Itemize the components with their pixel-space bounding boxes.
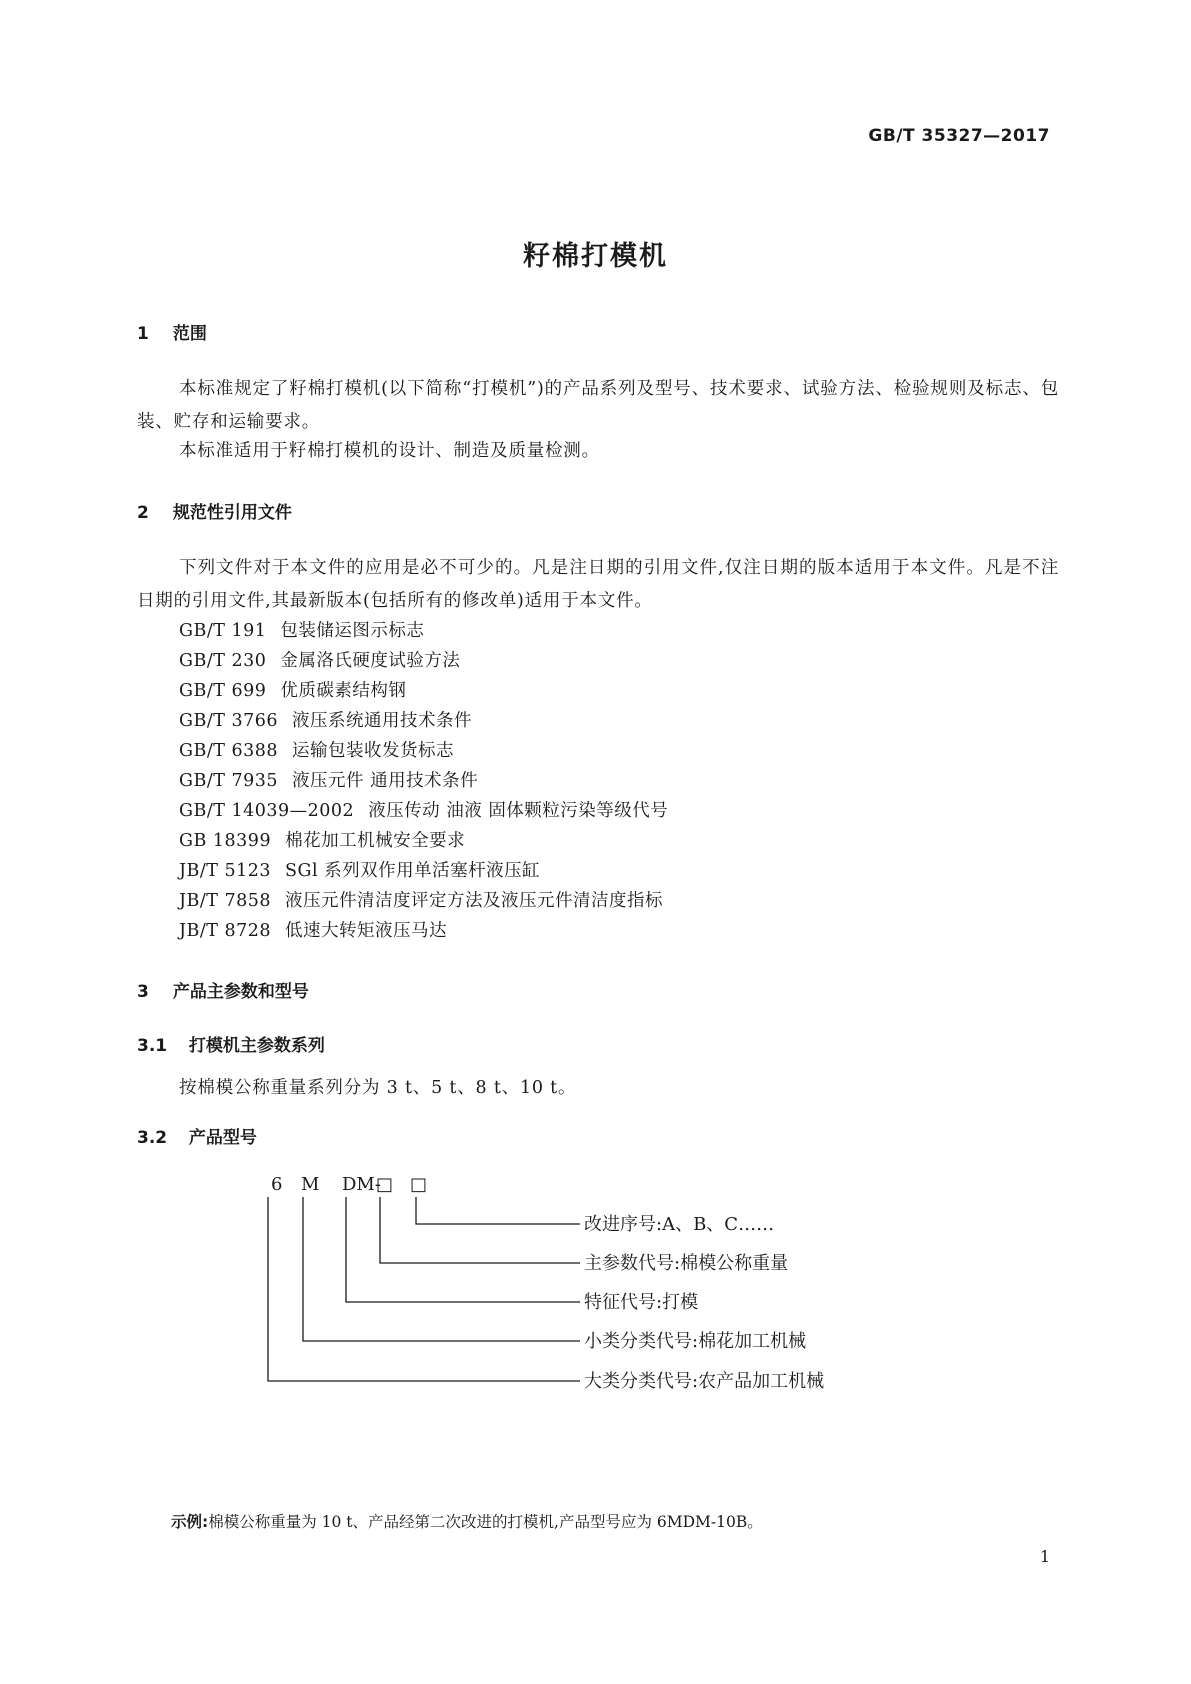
code-part-param-box: □ [376,1174,394,1195]
example-text: 棉模公称重量为 10 t、产品经第二次改进的打模机,产品型号应为 6MDM-10B。 [208,1513,763,1531]
section-2-paragraph: 下列文件对于本文件的应用是必不可少的。凡是注日期的引用文件,仅注日期的版本适用于本文件。凡是不注日期的引用文件,其最新版本(包括所有的修改单)适用于本文件。 [137,558,1059,611]
page-number: 1 [1039,1547,1050,1566]
reference-code: GB/T 7935 [179,771,279,791]
reference-item [179,857,540,882]
section-number: 3.1 [137,1036,168,1056]
section-number: 3.2 [137,1128,168,1148]
label-revision: 改进序号:A、B、C…… [584,1214,775,1235]
section-1-paragraph-1: 本标准规定了籽棉打模机(以下简称“打模机”)的产品系列及型号、技术要求、试验方法、检验规则及标志、包装、贮存和运输要求。 [137,379,1059,432]
section-1-heading [137,319,207,344]
reference-item [179,647,460,672]
connector-lines [268,1197,580,1381]
reference-code: GB/T 3766 [179,711,279,731]
connector-line [416,1197,580,1224]
reference-code: JB/T 8728 [179,921,272,941]
reference-item [179,917,447,942]
reference-code: JB/T 7858 [179,891,272,911]
section-title: 产品型号 [188,1128,257,1148]
reference-item [179,737,454,762]
reference-item [179,767,478,792]
code-part-class: 6 [271,1174,283,1195]
reference-code: GB/T 6388 [179,741,279,761]
connector-line [303,1197,580,1341]
code-part-feature: DM- [342,1174,381,1195]
example-label: 示例: [171,1513,209,1531]
label-feature: 特征代号:打模 [584,1292,699,1313]
reference-code: GB/T 699 [179,681,267,701]
reference-title: 金属洛氏硬度试验方法 [280,651,461,671]
section-number: 3 [137,982,149,1002]
section-title: 规范性引用文件 [172,503,292,523]
section-2-heading [137,498,292,523]
connector-line [346,1197,580,1302]
reference-code: GB/T 14039—2002 [179,801,355,821]
reference-title: 优质碳素结构钢 [280,681,407,701]
section-3-2-heading [137,1123,257,1148]
code-part-revision-box: □ [410,1174,428,1195]
reference-code: JB/T 5123 [179,861,272,881]
reference-item [179,617,424,642]
section-title: 范围 [172,324,207,344]
code-part-subclass: M [301,1174,320,1195]
reference-code: GB/T 230 [179,651,267,671]
section-3-heading [137,977,309,1002]
section-title: 打模机主参数系列 [188,1036,325,1056]
reference-code: GB/T 191 [179,621,267,641]
reference-title: 液压传动 油液 固体颗粒污染等级代号 [368,801,669,821]
section-title: 产品主参数和型号 [172,982,309,1002]
reference-item [179,827,465,852]
example-note [171,1510,763,1532]
page-title: 籽棉打模机 [523,241,668,272]
section-number: 1 [137,324,149,344]
reference-title: 运输包装收发货标志 [292,741,455,761]
reference-title: 棉花加工机械安全要求 [285,831,466,851]
section-3-1-paragraph: 按棉模公称重量系列分为 3 t、5 t、8 t、10 t。 [179,1078,577,1098]
section-3-1-heading [137,1031,325,1056]
connector-line [380,1197,580,1263]
reference-title: 包装储运图示标志 [280,621,425,641]
reference-code: GB 18399 [179,831,272,851]
standard-number: GB/T 35327—2017 [868,126,1050,146]
label-class: 大类分类代号:农产品加工机械 [584,1371,825,1392]
section-number: 2 [137,503,149,523]
reference-title: 液压系统通用技术条件 [292,711,473,731]
reference-title: 液压元件 通用技术条件 [292,771,479,791]
reference-title: 液压元件清洁度评定方法及液压元件清洁度指标 [285,891,664,911]
reference-title: SGl 系列双作用单活塞杆液压缸 [285,861,541,881]
section-1-paragraph-2: 本标准适用于籽棉打模机的设计、制造及质量检测。 [179,441,600,461]
reference-item [179,887,663,912]
reference-item [179,797,668,822]
label-subclass: 小类分类代号:棉花加工机械 [584,1331,807,1352]
label-main-param: 主参数代号:棉模公称重量 [584,1253,789,1274]
reference-item [179,677,406,702]
reference-item [179,707,472,732]
connector-line [268,1197,580,1381]
reference-title: 低速大转矩液压马达 [285,921,448,941]
